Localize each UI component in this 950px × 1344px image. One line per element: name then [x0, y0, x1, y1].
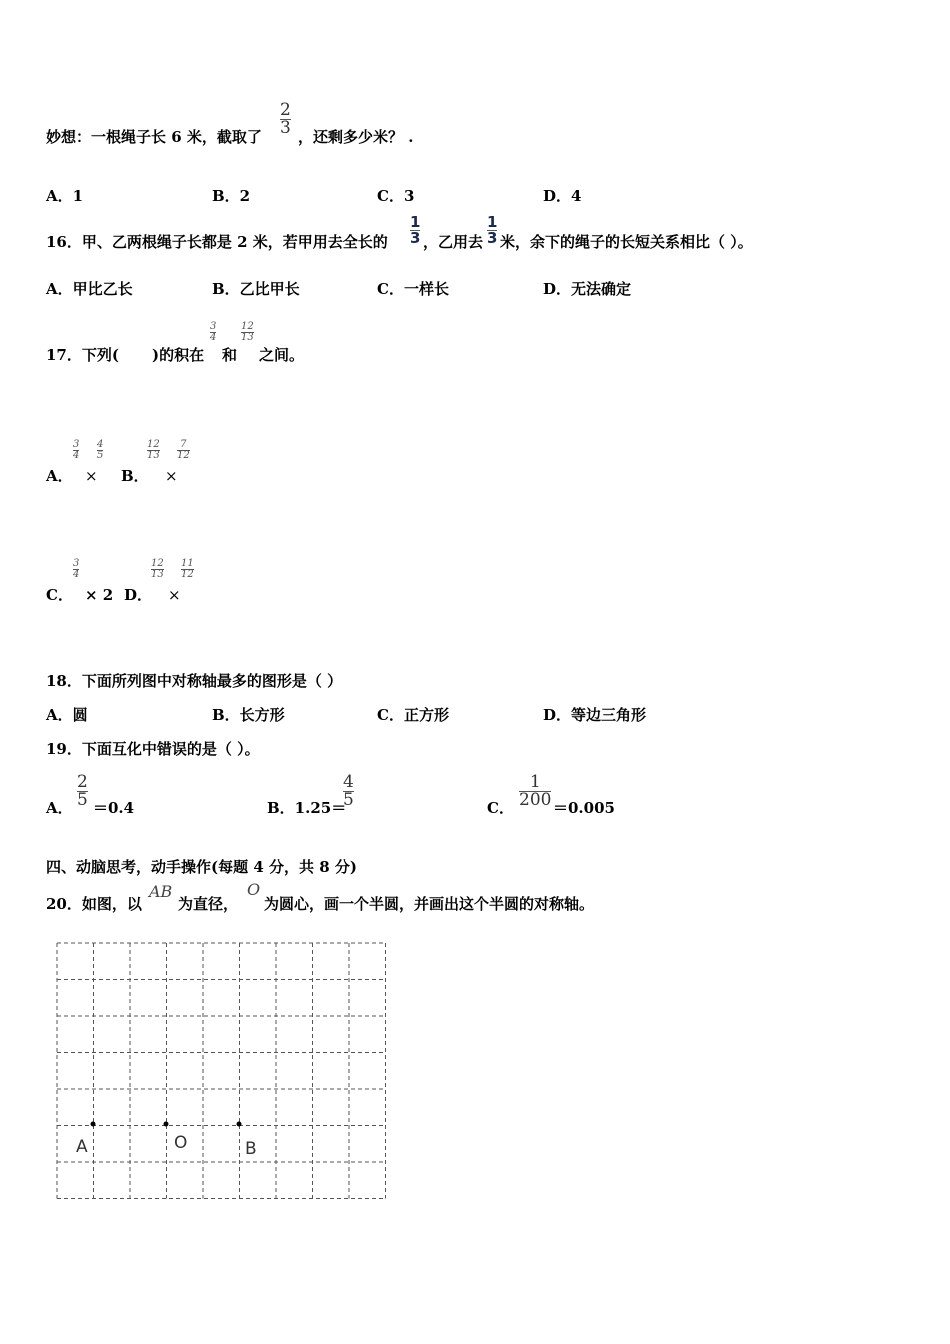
q17-option-d-frac-1: [151, 559, 164, 580]
point-a: [76, 1122, 96, 1158]
frac-den: 5: [77, 790, 88, 810]
frac-den: 13: [151, 569, 164, 580]
point-o-label: O: [174, 1133, 188, 1153]
q17-option-a[interactable]: [46, 466, 73, 486]
q15-option-b[interactable]: B．2: [212, 187, 251, 205]
q19-option-a-tail: ＝0.4: [93, 799, 135, 817]
q19-option-b[interactable]: [267, 798, 346, 818]
q18-option-b[interactable]: B．长方形: [212, 706, 285, 724]
q15-stem-b: ，还剩多少米？ .: [298, 128, 414, 146]
q16-frac1-den: 3: [410, 229, 421, 247]
q16-option-b[interactable]: B．乙比甲长: [212, 280, 300, 298]
q16-frac2-num: 1: [487, 213, 498, 231]
q17-option-d-op: ×: [168, 586, 181, 604]
q20-stem-c: 为圆心，画一个半圆，并画出这个半圆的对称轴。: [264, 895, 595, 913]
q17-option-c-frac-1: [73, 559, 79, 580]
q16-fraction-2: [487, 215, 497, 246]
frac-den: 200: [519, 790, 552, 810]
point-o-dot: [164, 1122, 169, 1127]
q17-option-b-frac-1: [147, 440, 160, 461]
q16-stem-a: 16．甲、乙两根绳子长都是 2 米，若甲用去全长的: [46, 233, 388, 251]
q19-option-b-frac: [343, 774, 354, 809]
q17-option-d-label: D．: [124, 586, 153, 604]
q19-option-a-label: A．: [46, 799, 73, 817]
point-a-dot: [91, 1122, 96, 1127]
frac-num: 11: [181, 558, 194, 569]
frac-den: 12: [177, 450, 190, 461]
q17-option-a-frac-2: [97, 440, 103, 461]
point-b-dot: [237, 1122, 242, 1127]
q15-option-a[interactable]: A．1: [46, 187, 84, 205]
q17-option-c[interactable]: [46, 585, 73, 605]
q17-frac2-den: 13: [241, 332, 254, 343]
q17-option-a-label: A．: [46, 467, 73, 485]
dashed-grid: [57, 943, 386, 1199]
point-o: [164, 1122, 188, 1154]
q16-frac1-num: 1: [410, 213, 421, 231]
q19-option-c-label: C．: [487, 799, 514, 817]
section-4-title: 四、动脑思考，动手操作(每题 4 分，共 8 分): [46, 858, 357, 876]
q15-fraction: [280, 102, 291, 137]
q16-stem-c: 米，余下的绳子的长短关系相比（ ）。: [500, 233, 753, 251]
frac-num: 3: [73, 439, 80, 450]
q17-option-d[interactable]: [124, 585, 152, 605]
q19-stem: 19．下面互化中错误的是（ ）。: [46, 740, 260, 758]
q17-option-c-op: × 2: [85, 586, 114, 604]
q15-option-c[interactable]: C．3: [377, 187, 415, 205]
frac-num: 3: [73, 558, 80, 569]
q17-stem-d: 之间。: [259, 346, 305, 364]
q17-option-b[interactable]: [121, 466, 149, 486]
q15-stem-a: 妙想：一根绳子长 6 米，截取了: [46, 128, 262, 146]
q16-frac2-den: 3: [487, 229, 498, 247]
q17-option-d-frac-2: [181, 559, 194, 580]
frac-den: 5: [343, 790, 354, 810]
frac-den: 5: [97, 450, 104, 461]
q17-fraction-1: [210, 322, 216, 343]
frac-num: 12: [147, 439, 160, 450]
q17-stem-c: 和: [222, 346, 238, 364]
q17-stem-a: 17．下列(: [46, 346, 119, 364]
q17-option-a-frac-1: [73, 440, 79, 461]
point-a-label: A: [76, 1137, 88, 1157]
q17-frac2-num: 12: [241, 321, 254, 332]
q18-option-c[interactable]: C．正方形: [377, 706, 449, 724]
q19-option-c[interactable]: [487, 798, 514, 818]
frac-num: 7: [180, 439, 187, 450]
q16-option-a[interactable]: A．甲比乙长: [46, 280, 133, 298]
q19-option-a[interactable]: [46, 798, 73, 818]
frac-num: 4: [343, 772, 354, 792]
frac-num: 2: [77, 772, 88, 792]
q17-option-b-op: ×: [165, 467, 178, 485]
q15-stem: [46, 127, 262, 147]
q16-option-d[interactable]: D．无法确定: [543, 280, 632, 298]
q18-option-a[interactable]: A．圆: [46, 706, 88, 724]
q19-option-a-frac: [77, 774, 88, 809]
frac-den: 12: [181, 569, 194, 580]
q18-option-d[interactable]: D．等边三角形: [543, 706, 647, 724]
point-b-label: B: [245, 1139, 257, 1159]
q16-fraction-1: [410, 215, 420, 246]
q17-option-a-op: ×: [85, 467, 98, 485]
q20-label-o: O: [247, 880, 261, 899]
q16-stem-b: ，乙用去: [423, 233, 484, 251]
frac-den: 4: [73, 450, 80, 461]
q17-option-b-frac-2: [177, 440, 190, 461]
q17-option-c-label: C．: [46, 586, 73, 604]
q17-option-b-label: B．: [121, 467, 149, 485]
frac-num: 12: [151, 558, 164, 569]
q15-frac-den: 3: [280, 118, 291, 138]
q19-option-c-tail: ＝0.005: [553, 799, 615, 817]
q19-option-b-label: B．1.25＝: [267, 799, 347, 817]
q17-frac1-den: 4: [210, 332, 217, 343]
q17-stem-b: )的积在: [152, 346, 205, 364]
q15-option-d[interactable]: D．4: [543, 187, 582, 205]
q17-fraction-2: [241, 322, 254, 343]
q17-frac1-num: 3: [210, 321, 217, 332]
q20-grid-figure: [56, 942, 388, 1204]
q15-frac-num: 2: [280, 100, 291, 120]
q19-option-c-frac: [519, 774, 551, 809]
q18-stem: 18．下面所列图中对称轴最多的图形是（ ）: [46, 672, 343, 690]
q20-label-ab: AB: [149, 882, 173, 901]
q20-stem-b: 为直径，: [178, 895, 239, 913]
q16-option-c[interactable]: C．一样长: [377, 280, 449, 298]
frac-den: 13: [147, 450, 160, 461]
q20-stem-a: 20．如图，以: [46, 895, 142, 913]
frac-num: 1: [529, 772, 541, 792]
frac-num: 4: [97, 439, 104, 450]
frac-den: 4: [73, 569, 80, 580]
